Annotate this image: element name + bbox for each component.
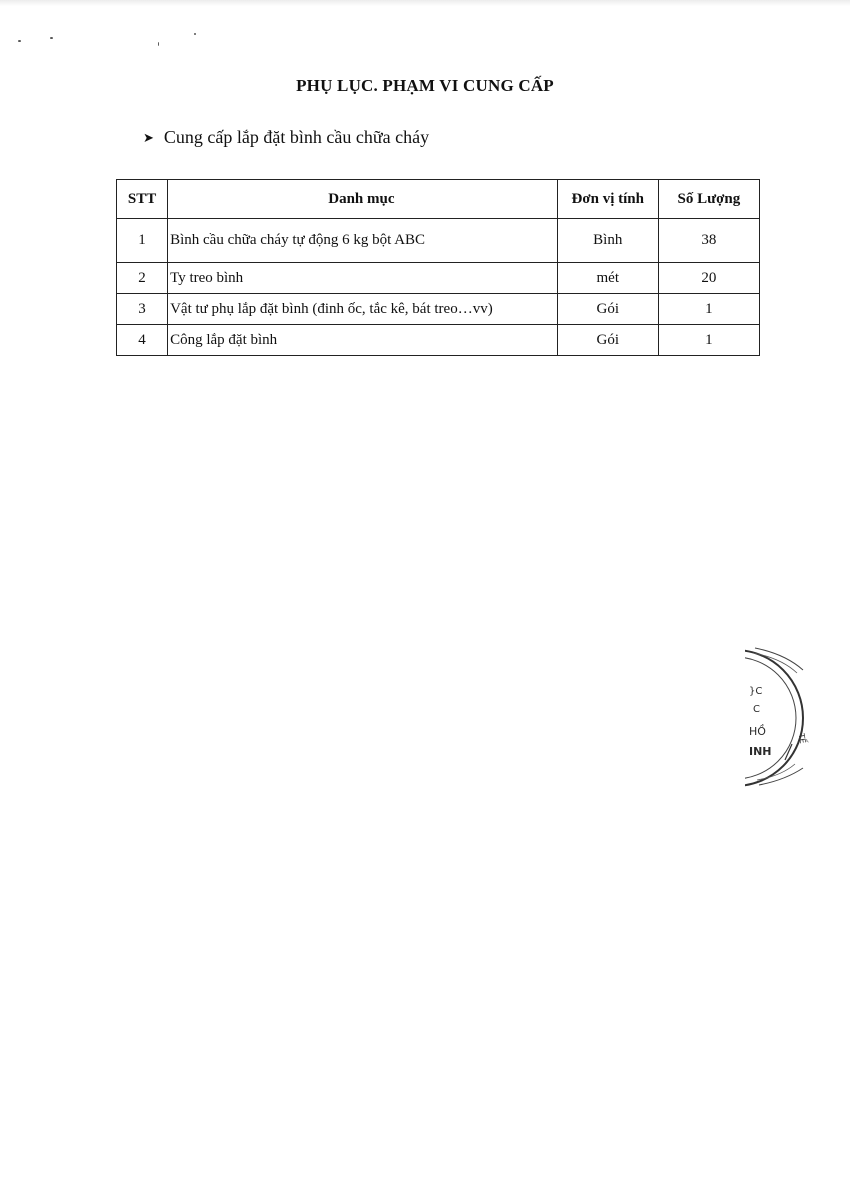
seal-fragment: TẾ bbox=[796, 732, 808, 745]
scan-speck bbox=[194, 33, 196, 35]
arrow-bullet-icon: ➤ bbox=[143, 129, 154, 145]
seal-fragment: INH bbox=[749, 745, 772, 758]
page-title: PHỤ LỤC. PHẠM VI CUNG CẤP bbox=[296, 76, 554, 95]
cell-quantity: 1 bbox=[658, 294, 759, 325]
seal-fragment: HỒ bbox=[749, 725, 766, 738]
cell-stt: 4 bbox=[117, 325, 168, 356]
scan-speck bbox=[18, 40, 21, 42]
scan-speck bbox=[50, 37, 53, 39]
header-stt: STT bbox=[117, 180, 168, 219]
table-row bbox=[117, 325, 760, 356]
supply-table bbox=[116, 179, 760, 356]
cell-unit: Gói bbox=[557, 294, 658, 325]
table-row bbox=[117, 294, 760, 325]
section-heading bbox=[143, 127, 429, 148]
table-row bbox=[117, 219, 760, 263]
cell-quantity: 38 bbox=[658, 219, 759, 263]
cell-stt: 3 bbox=[117, 294, 168, 325]
cell-stt: 1 bbox=[117, 219, 168, 263]
cell-unit: mét bbox=[557, 263, 658, 294]
cell-unit: Bình bbox=[557, 219, 658, 263]
cell-item: Công lắp đặt bình bbox=[168, 325, 558, 356]
cell-stt: 2 bbox=[117, 263, 168, 294]
cell-quantity: 20 bbox=[658, 263, 759, 294]
seal-fragment: }C bbox=[749, 686, 763, 697]
scan-edge bbox=[0, 0, 850, 6]
scan-speck bbox=[158, 42, 159, 46]
cell-item: Bình cầu chữa cháy tự động 6 kg bột ABC bbox=[168, 219, 558, 263]
table-row bbox=[117, 263, 760, 294]
table-header-row bbox=[117, 180, 760, 219]
cell-quantity: 1 bbox=[658, 325, 759, 356]
cell-item: Ty treo bình bbox=[168, 263, 558, 294]
header-item: Danh mục bbox=[168, 180, 558, 219]
cell-unit: Gói bbox=[557, 325, 658, 356]
section-heading-text: Cung cấp lắp đặt bình cầu chữa cháy bbox=[163, 127, 430, 147]
header-unit: Đơn vị tính bbox=[557, 180, 658, 219]
seal-icon bbox=[745, 640, 820, 790]
partial-seal-stamp bbox=[745, 640, 820, 790]
cell-item: Vật tư phụ lắp đặt bình (đinh ốc, tắc kê, bát treo…vv) bbox=[168, 294, 558, 325]
header-quantity: Số Lượng bbox=[658, 180, 759, 219]
seal-fragment: C bbox=[753, 704, 760, 715]
